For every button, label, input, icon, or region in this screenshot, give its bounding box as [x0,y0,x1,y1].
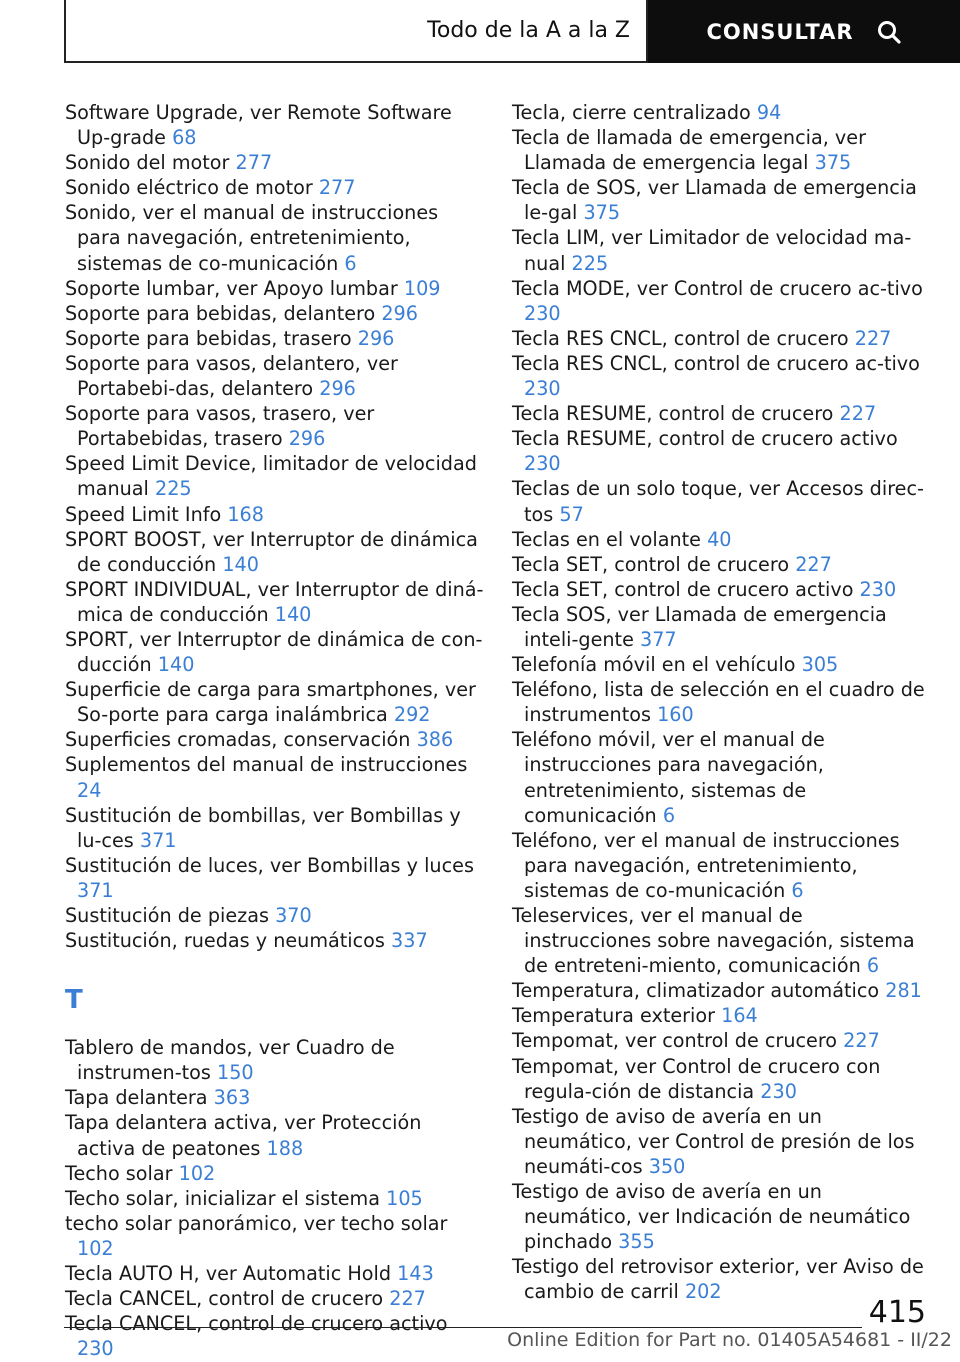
index-entry-term: Tecla RESUME, control de crucero activo [512,427,898,451]
index-entry-page-link[interactable]: 296 [357,326,395,350]
index-entry-term: Teclas en el volante [512,527,701,551]
index-entry-term: Techo solar, inicializar el sistema [65,1186,380,1210]
index-entry-term: Tecla RES CNCL, control de crucero [512,326,849,350]
index-entry-page-link[interactable]: 6 [344,251,357,275]
index-entry-term: Tecla SET, control de crucero activo [512,577,854,601]
index-entry [512,677,932,727]
index-entry-term: Tecla LIM, ver Limitador de velocidad ma-nual [512,226,912,275]
index-entry [512,476,932,526]
footer-edition-text: Online Edition for Part no. 01405A54681 - II/22 [507,1329,952,1351]
index-entry-term: Sonido del motor [65,151,230,175]
index-entry-page-link[interactable]: 6 [662,803,676,827]
index-entry [512,903,932,978]
index-entry [512,401,932,426]
index-entry [65,853,485,903]
index-entry-term: Software Upgrade, ver Remote Software Up-grade [65,101,452,150]
index-entry-page-link[interactable]: 57 [559,502,584,526]
index-entry-page-link[interactable]: 296 [288,427,326,451]
index-entry-term: Temperatura exterior [512,1004,716,1028]
tab-a-to-z[interactable] [64,0,648,63]
index-entry-term: Temperatura, climatizador automático [512,979,880,1003]
index-entry [512,100,932,125]
index-entry-page-link[interactable]: 24 [77,778,102,802]
index-entry-term: Soporte para vasos, trasero, ver Portabebidas, trasero [65,402,375,451]
index-entry [512,978,932,1003]
index-entry-term: Superficies cromadas, conservación [65,728,411,752]
index-entry-page-link[interactable]: 296 [381,301,418,325]
index-entry [65,1286,485,1311]
index-entry-page-link[interactable]: 94 [756,101,782,124]
index-entry [512,727,932,827]
index-entry [65,100,485,150]
index-entry [65,175,485,200]
index-column-left [65,100,485,1361]
index-entry [65,527,485,577]
index-entry-page-link[interactable]: 227 [854,326,892,350]
index-entry-term: Tecla CANCEL, control de crucero activo [65,1312,448,1336]
index-entry-page-link[interactable]: 230 [77,1337,114,1361]
index-entry-page-link[interactable]: 150 [217,1061,254,1085]
index-entry-term: Tecla AUTO H, ver Automatic Hold [65,1262,392,1286]
index-entry-page-link[interactable]: 371 [139,828,177,852]
index-entry-term: Tecla CANCEL, control de crucero [65,1287,384,1311]
index-entry [65,752,485,802]
index-entry-term: Tecla MODE, ver Control de crucero ac-tivo [512,276,923,300]
index-list-s [65,100,485,953]
header [64,0,960,66]
index-entry-term: Sonido eléctrico de motor [65,176,313,200]
index-entry-term: Tablero de mandos, ver Cuadro de instrumen-tos [65,1036,395,1085]
index-entry [65,928,485,953]
index-entry [512,175,932,225]
index-entry-page-link[interactable]: 230 [524,452,561,476]
index-entry [65,326,485,351]
index-entry-page-link[interactable]: 277 [318,176,356,200]
index-entry [512,552,932,577]
index-entry-page-link[interactable]: 140 [222,552,259,576]
index-entry-term: Tempomat, ver Control de crucero con regula-ción de distancia [512,1054,881,1103]
index-entry [65,1261,485,1286]
index-entry-term: Superficie de carga para smartphones, ver So-porte para carga inalámbrica [65,678,476,727]
index-entry-page-link[interactable]: 230 [859,577,897,601]
index-entry-term: Sustitución de luces, ver Bombillas y luces [65,853,474,877]
index-entry-page-link[interactable]: 375 [814,151,852,175]
index-entry-term: Testigo de aviso de avería en un neumático, ver Indicación de neumático pinchado [512,1180,911,1254]
index-entry-term: Soporte para bebidas, delantero [65,301,376,325]
index-entry-page-link[interactable]: 188 [266,1136,304,1160]
index-entry-page-link[interactable]: 6 [791,878,804,902]
index-entry-page-link[interactable]: 370 [275,904,312,927]
index-entry [512,602,932,652]
index-entry [65,1211,485,1261]
index-entry-page-link[interactable]: 225 [571,251,609,275]
index-entry [65,577,485,627]
index-entry-page-link[interactable]: 102 [178,1161,216,1185]
index-entry-page-link[interactable]: 371 [77,878,114,902]
index-entry [65,677,485,727]
index-entry-term: Suplementos del manual de instrucciones [65,753,468,777]
tab-consultar[interactable] [648,0,960,63]
index-entry-term: Tapa delantera [65,1086,208,1110]
index-entry-page-link[interactable]: 377 [640,627,677,651]
index-entry-page-link[interactable]: 160 [657,703,694,727]
footer-divider [64,1327,862,1328]
index-entry-term: Speed Limit Info [65,502,222,526]
index-entry-page-link[interactable]: 296 [319,377,356,401]
index-entry-term: Teléfono, lista de selección en el cuadro de instrumentos [512,678,925,727]
index-entry-page-link[interactable]: 202 [684,1280,722,1304]
index-entry-term: Sonido, ver el manual de instrucciones para navegación, entretenimiento, sistemas de co-municación [65,201,439,275]
index-entry-page-link[interactable]: 105 [386,1186,423,1210]
index-entry-page-link[interactable]: 140 [274,602,312,626]
index-list-t-continued [512,100,932,1305]
index-entry-page-link[interactable]: 230 [524,377,561,401]
index-entry [512,577,932,602]
search-icon [876,19,902,45]
index-entry-page-link[interactable]: 363 [213,1086,251,1110]
index-entry-term: Testigo de aviso de avería en un neumático, ver Control de presión de los neumáti-cos [512,1104,915,1178]
index-entry-page-link[interactable]: 281 [885,979,922,1003]
index-entry [65,1035,485,1085]
index-entry-term: SPORT BOOST, ver Interruptor de dinámica de conducción [65,527,478,576]
index-entry-term: Tecla SET, control de crucero [512,552,790,576]
index-entry [65,1085,485,1110]
index-entry-page-link[interactable]: 227 [839,402,877,426]
index-entry [512,1028,932,1053]
index-entry [512,652,932,677]
index-entry [512,326,932,351]
index-entry [65,1110,485,1160]
index-entry-page-link[interactable]: 292 [393,703,431,727]
index-entry-term: Telefonía móvil en el vehículo [512,653,796,677]
index-entry-term: Sustitución de piezas [65,904,269,927]
index-entry-page-link[interactable]: 164 [721,1004,758,1028]
index-entry-term: Soporte para bebidas, trasero [65,326,352,350]
index-entry [512,351,932,401]
index-entry-page-link[interactable]: 305 [801,653,839,677]
index-entry-page-link[interactable]: 230 [760,1079,797,1103]
index-entry [65,627,485,677]
index-entry-page-link[interactable]: 68 [172,126,197,150]
index-entry-term: Tapa delantera activa, ver Protección activa de peatones [65,1111,422,1160]
index-entry [65,1161,485,1186]
index-entry [65,401,485,451]
index-entry-term: Teclas de un solo toque, ver Accesos direc-tos [512,477,924,526]
index-entry [512,1179,932,1254]
index-entry [512,527,932,552]
index-entry-page-link[interactable]: 227 [795,552,832,576]
index-entry [512,426,932,476]
index-entry [512,1054,932,1104]
index-entry [65,200,485,275]
index-entry [512,276,932,326]
index-entry-page-link[interactable]: 109 [403,276,441,300]
index-column-right [512,100,932,1305]
index-entry-term: Soporte lumbar, ver Apoyo lumbar [65,276,398,300]
index-entry-page-link[interactable]: 40 [707,527,732,551]
index-entry-term: techo solar panorámico, ver techo solar [65,1211,448,1235]
index-entry-page-link[interactable]: 227 [843,1029,880,1053]
index-entry-term: Tecla, cierre centralizado [512,101,751,124]
index-entry-page-link[interactable]: 375 [583,201,621,225]
index-entry [65,803,485,853]
index-entry [512,828,932,903]
index-entry-term: Tecla de llamada de emergencia, ver Llamada de emergencia legal [512,126,866,175]
index-entry [65,276,485,301]
index-entry-term: Sustitución, ruedas y neumáticos [65,929,385,953]
index-entry-page-link[interactable]: 337 [391,929,428,953]
index-entry [65,451,485,501]
index-entry-term: Teléfono móvil, ver el manual de instrucciones para navegación, entretenimiento, sistemas de comunicación [512,728,825,827]
index-entry-page-link[interactable]: 386 [416,728,454,752]
index-entry [65,1186,485,1211]
index-entry-term: Teléfono, ver el manual de instrucciones para navegación, entretenimiento, sistemas de co-municación [512,828,900,902]
index-entry-term: Testigo del retrovisor exterior, ver Aviso de cambio de carril [512,1255,924,1304]
page-number: 415 [868,1295,926,1330]
index-list-t [65,1035,485,1361]
letter-heading-t: T [65,985,83,1016]
index-entry-term: Tecla RESUME, control de crucero [512,402,834,426]
index-entry [65,150,485,175]
index-entry [65,502,485,527]
index-entry-term: SPORT, ver Interruptor de dinámica de con-ducción [65,627,483,677]
index-entry-term: SPORT INDIVIDUAL, ver Interruptor de diná-mica de conducción [65,577,484,626]
index-entry-term: Tecla SOS, ver Llamada de emergencia inteli-gente [512,602,887,651]
index-entry-page-link[interactable]: 227 [389,1287,426,1311]
index-entry-page-link[interactable]: 225 [154,477,192,501]
index-entry [65,351,485,401]
index-entry-term: Tecla RES CNCL, control de crucero ac-tivo [512,351,920,375]
index-entry [65,727,485,752]
index-entry-page-link[interactable]: 143 [397,1262,434,1286]
index-entry-term: Tecla de SOS, ver Llamada de emergencia le-gal [512,176,917,225]
index-entry-page-link[interactable]: 277 [235,151,273,175]
index-entry-page-link[interactable]: 168 [227,502,264,526]
index-entry [512,125,932,175]
index-entry [65,903,485,928]
index-entry-page-link[interactable]: 102 [77,1236,114,1260]
tab-consultar-label: CONSULTAR [706,19,854,44]
index-entry-term: Soporte para vasos, delantero, ver Portabebi-das, delantero [65,351,398,401]
index-entry-term: Techo solar [65,1161,173,1185]
index-entry-term: Tempomat, ver control de crucero [512,1029,838,1053]
index-entry-page-link[interactable]: 6 [866,954,880,978]
index-entry-term: Teleservices, ver el manual de instrucciones sobre navegación, sistema de entreteni-miento, comunicación [512,904,915,978]
index-entry-page-link[interactable]: 350 [648,1154,686,1178]
index-entry-page-link[interactable]: 355 [618,1230,655,1254]
index-entry-page-link[interactable]: 230 [524,301,561,325]
index-entry [512,1104,932,1179]
index-entry-term: Sustitución de bombillas, ver Bombillas y lu-ces [65,803,461,852]
index-entry [512,1003,932,1028]
index-entry-term: Speed Limit Device, limitador de velocidad manual [65,452,477,501]
index-entry [512,225,932,275]
index-entry [65,301,485,326]
index-entry-page-link[interactable]: 140 [157,653,195,677]
tab-a-to-z-label: Todo de la A a la Z [427,18,630,43]
